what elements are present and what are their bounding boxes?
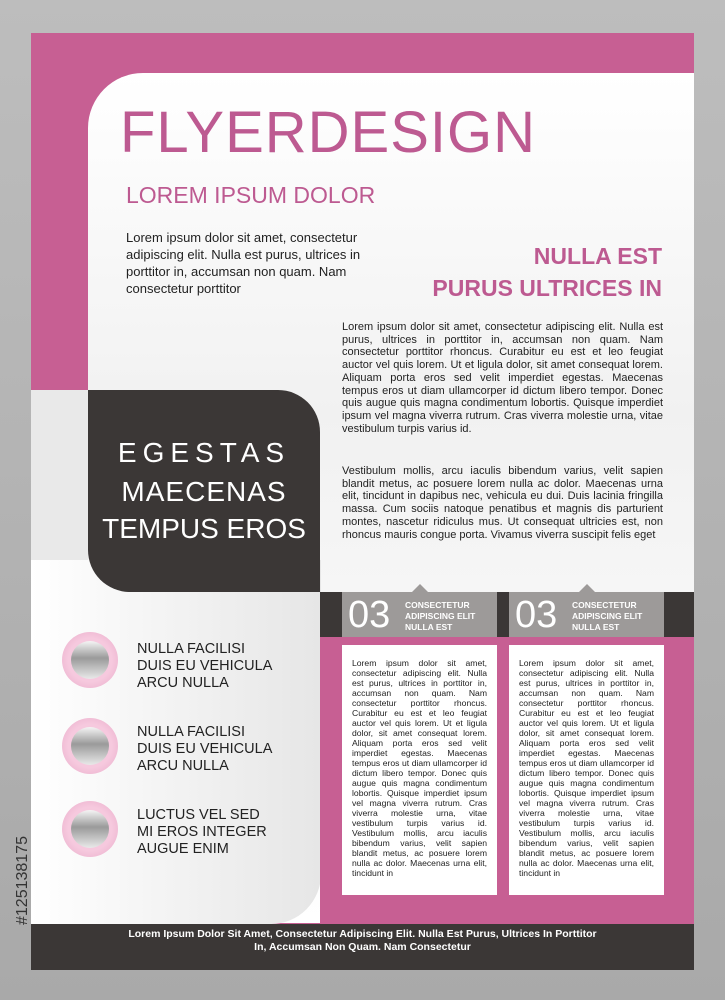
column-number-2: 03 <box>515 594 558 636</box>
flyer-title: FLYERDESIGN <box>120 100 537 165</box>
bullet-label-2: NULLA FACILISI DUIS EU VEHICULA ARCU NULLA <box>137 724 273 774</box>
bullet-circle-icon <box>62 632 118 688</box>
bullet-label-1: NULLA FACILISI DUIS EU VEHICULA ARCU NULLA <box>137 641 273 691</box>
flyer-subtitle: LOREM IPSUM DOLOR <box>126 182 376 208</box>
column-number-1: 03 <box>348 594 391 636</box>
footer-line-2: In, Accumsan Non Quam. Nam Consectetur <box>254 941 471 953</box>
section-heading <box>400 240 662 304</box>
body-paragraph-2: Vestibulum mollis, arcu iaculis bibendum varius, velit sapien blandit metus, ac posuere lorem nulla ac dolor. Maecenas urna elit, tincidunt in dapibus nec, vehicula eu dui. Duis lacinia fringilla massa. Cum sociis natoque penatibus et magnis dis parturient montes, nascetur ridiculus mus. Ut consequat ultricies est, non rhoncus mauris congue porta. Vivamus viverra suscipit felis eget <box>342 465 663 541</box>
feature-line-3: TEMPUS EROS <box>102 513 306 544</box>
column-label-1: CONSECTETUR ADIPISCING ELIT NULLA EST <box>405 600 476 632</box>
stock-image-id-text: #125138175 <box>14 836 31 925</box>
feature-line-2: MAECENAS <box>121 476 287 507</box>
footer-line-1: Lorem Ipsum Dolor Sit Amet, Consectetur Adipiscing Elit. Nulla Est Purus, Ultrices In Porttitor <box>128 928 597 940</box>
bullet-circle-icon <box>62 801 118 857</box>
bullet-label-3: LUCTUS VEL SED MI EROS INTEGER AUGUE ENIM <box>137 807 267 857</box>
stock-image-id <box>12 775 31 925</box>
column-tab-2 <box>509 592 664 637</box>
heading-line-1: NULLA EST <box>533 243 662 269</box>
column-text-2: Lorem ipsum dolor sit amet, consectetur adipiscing elit. Nulla est purus, ultrices in porttitor in, accumsan non quam. Nam consectetur porttitor rhoncus. Curabitur eu est et leo feugiat auctor vel quis lorem. Ut et ligula dolor, sit amet consequat lorem. Aliquam porta eros sed velit imperdiet egestas. Maecenas tempus eros ut diam ullamcorper id dictum libero tempor. Donec quis augue quis magna condimentum lobortis. Quisque imperdiet ipsum vel magna viverra rutrum. Cras viverra molestie urna, vitae vestibulum turpis varius id. Vestibulum mollis, arcu iaculis bibendum varius, velit sapien blandit metus, ac posuere lorem nulla ac dolor. Maecenas urna elit, tincidunt in <box>519 658 654 878</box>
column-label-2: CONSECTETUR ADIPISCING ELIT NULLA EST <box>572 600 643 632</box>
heading-line-2: PURUS ULTRICES IN <box>432 275 662 301</box>
column-tab-1 <box>342 592 497 637</box>
bullet-circle-icon <box>62 718 118 774</box>
column-box-1 <box>342 645 497 895</box>
footer-text <box>100 928 625 954</box>
intro-paragraph: Lorem ipsum dolor sit amet, consectetur adipiscing elit. Nulla est purus, ultrices in porttitor in, accumsan non quam. Nam consectetur porttitor <box>126 230 361 296</box>
column-box-2 <box>509 645 664 895</box>
body-paragraph-1: Lorem ipsum dolor sit amet, consectetur adipiscing elit. Nulla est purus, ultrices in porttitor in, accumsan non quam. Nam consectetur porttitor rhoncus. Curabitur eu est et leo feugiat auctor vel quis lorem. Ut et ligula dolor, sit amet consequat lorem. Aliquam porta eros sed velit imperdiet egestas. Maecenas tempus eros ut diam ullamcorper id dictum libero tempor. Donec quis augue quis magna condimentum lobortis. Quisque imperdiet ipsum vel magna viverra rutrum. Cras viverra molestie urna, vitae vestibulum turpis varius id. <box>342 321 663 435</box>
column-text-1: Lorem ipsum dolor sit amet, consectetur adipiscing elit. Nulla est purus, ultrices in porttitor in, accumsan non quam. Nam consectetur porttitor rhoncus. Curabitur eu est et leo feugiat auctor vel quis lorem. Ut et ligula dolor, sit amet consequat lorem. Aliquam porta eros sed velit imperdiet egestas. Maecenas tempus eros ut diam ullamcorper id dictum libero tempor. Donec quis augue quis magna condimentum lobortis. Quisque imperdiet ipsum vel magna viverra rutrum. Cras viverra molestie urna, vitae vestibulum turpis varius id. Vestibulum mollis, arcu iaculis bibendum varius, velit sapien blandit metus, ac posuere lorem nulla ac dolor. Maecenas urna elit, tincidunt in <box>352 658 487 878</box>
feature-line-1: EGESTAS <box>117 437 291 468</box>
